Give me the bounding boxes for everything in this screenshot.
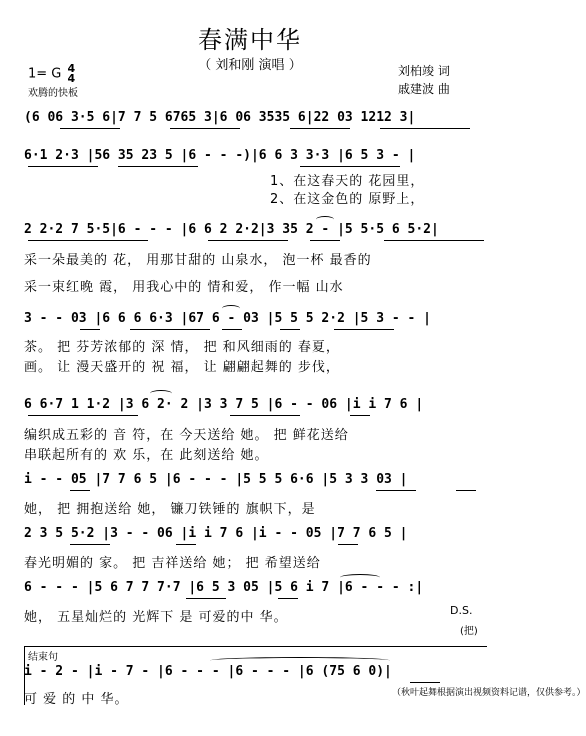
music-line-5: 6 6·7 1 1·2 |3 6 2· 2 |3 3 7 5 |6 - - 06 |i i 7 6 | — [24, 397, 424, 412]
tempo-marking: 欢腾的快板 — [28, 88, 78, 99]
music-line-8: 6 - - - |5 6 7 7 7·7 |6 5 3 05 |5 6 i 7 |6 - - - :| — [24, 580, 424, 595]
transcription-note: （秋叶起舞根据演出视频资料记谱，仅供参考。） — [392, 688, 586, 698]
lyric-line-3b: 采一束红晚 霞， 用我心中的 情和爱， 作一幅 山水 — [24, 280, 344, 295]
lyric-line-6: 她， 把 拥抱送给 她， 镰刀铁锤的 旗帜下，是 — [24, 502, 316, 517]
meter-top: 4 — [67, 62, 76, 75]
music-line-4: 3 - - 03 |6 6 6 6·3 |67 6 - 03 |5 5 5 2·2 |5 3 - - | — [24, 311, 431, 326]
lyric-line-9: 可 爱 的 中 华。 — [24, 692, 129, 707]
music-line-9: i - 2 - |i - 7 - |6 - - - |6 - - - |6 (75 6 0)| — [24, 664, 392, 679]
lyric-line-4b: 画。 让 漫天盛开的 祝 福， 让 翩翩起舞的 步伐， — [24, 360, 340, 375]
music-line-3: 2 2·2 7 5·5|6 - - - |6 6 2 2·2|3 35 2 - |5 5·5 6 5·2| — [24, 222, 439, 237]
lyric-line-7: 春光明媚的 家。 把 吉祥送给 她； 把 希望送给 — [24, 556, 321, 571]
music-line-7: 2 3 5 5·2 |3 - - 06 |i i 7 6 |i - - 05 |7 7 6 5 | — [24, 526, 408, 541]
lyric-line-2a: 1、在这春天的 花园里， — [270, 174, 425, 189]
lyric-line-2b: 2、在这金色的 原野上， — [270, 192, 425, 207]
singer-credit: （ 刘和刚 演唱 ） — [198, 58, 302, 73]
meter-bottom: 4 — [67, 72, 76, 85]
lyric-line-5a: 编织成五彩的 音 符，在 今天送给 她。 把 鲜花送给 — [24, 428, 349, 443]
lyric-line-8: 她， 五星灿烂的 光辉下 是 可爱的中 华。 — [24, 610, 288, 625]
composer-credit: 戚建波 曲 — [398, 82, 450, 96]
music-line-2: 6·1 2·3 |56 35 23 5 |6 - - -)|6 6 3 3·3 |6 5 3 - | — [24, 148, 416, 163]
lyric-line-5b: 串联起所有的 欢 乐，在 此刻送给 她。 — [24, 448, 269, 463]
song-title: 春满中华 — [198, 26, 302, 54]
ds-bracket: (把) — [460, 626, 478, 637]
lyric-line-4a: 茶。 把 芬芳浓郁的 深 情， 把 和风细雨的 春夏， — [24, 340, 340, 355]
lyric-line-3a: 采一朵最美的 花， 用那甘甜的 山泉水， 泡一杯 最香的 — [24, 253, 372, 268]
music-line-1: (6 06 3·5 6|7 7 5 6765 3|6 06 3535 6|22 03 1212 3| — [24, 110, 416, 125]
lyricist-credit: 刘柏竣 词 — [398, 64, 450, 78]
music-line-6: i - - 05 |7 7 6 5 |6 - - - |5 5 5 6·6 |5 3 3 03 | — [24, 472, 408, 487]
key-label: 1= G — [28, 66, 62, 82]
coda-label: 结束句 — [28, 652, 58, 663]
time-signature — [68, 64, 76, 84]
key-signature — [28, 64, 75, 84]
ds-marking: D.S. — [450, 604, 473, 617]
